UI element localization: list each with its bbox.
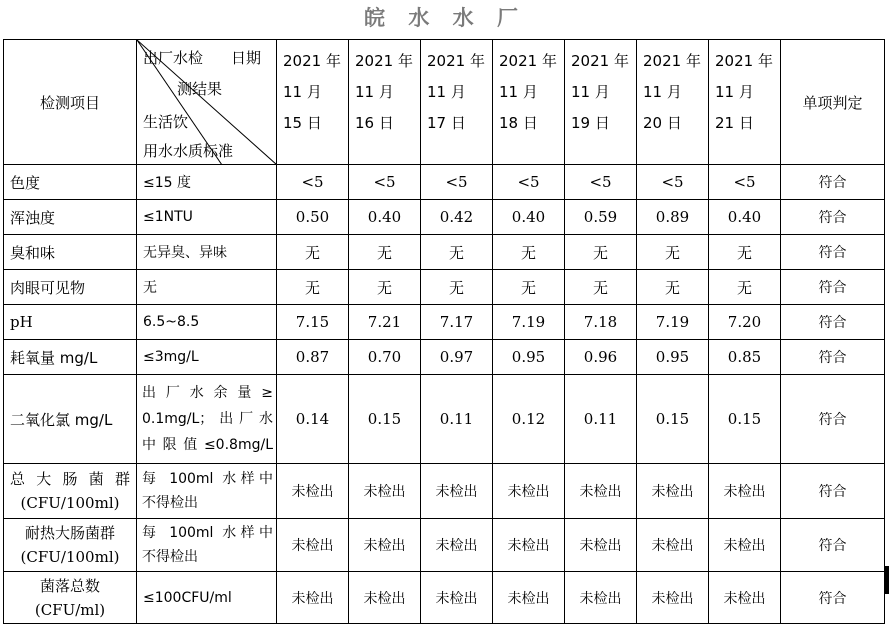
date-day: 20 日 bbox=[643, 114, 682, 132]
judgement-cell: 符合 bbox=[781, 375, 885, 464]
table-row bbox=[4, 572, 885, 624]
result-cell: 未检出 bbox=[709, 572, 781, 624]
judgement-cell: 符合 bbox=[781, 235, 885, 270]
result-cell: 0.95 bbox=[637, 340, 709, 375]
item-unit-line: (CFU/100ml) bbox=[20, 494, 120, 512]
date-header bbox=[709, 40, 781, 165]
standard-value: 无 bbox=[137, 270, 277, 305]
standard-line: 不得检出 bbox=[142, 549, 198, 565]
result-cell: 0.42 bbox=[421, 200, 493, 235]
diagonal-header-cell bbox=[137, 40, 277, 165]
result-cell: 0.89 bbox=[637, 200, 709, 235]
table-row bbox=[4, 200, 885, 235]
item-unit-line: (CFU/100ml) bbox=[20, 548, 120, 566]
date-header bbox=[277, 40, 349, 165]
diag-top-right-label: 日期 bbox=[231, 49, 262, 67]
result-cell: 0.14 bbox=[277, 375, 349, 464]
diag-bottom-label-1: 生活饮 bbox=[143, 113, 189, 131]
date-day: 19 日 bbox=[571, 114, 610, 132]
result-cell: 7.21 bbox=[349, 305, 421, 340]
item-name: 耗氧量 mg/L bbox=[4, 340, 137, 375]
result-cell: <5 bbox=[637, 165, 709, 200]
result-cell: 未检出 bbox=[421, 464, 493, 519]
item-name: 肉眼可见物 bbox=[4, 270, 137, 305]
result-cell: 0.15 bbox=[709, 375, 781, 464]
result-cell: 未检出 bbox=[277, 464, 349, 519]
item-name bbox=[4, 519, 137, 572]
document-title: 皖 水 水 厂 bbox=[364, 6, 526, 30]
item-name: 色度 bbox=[4, 165, 137, 200]
page-edge-mark bbox=[884, 566, 889, 594]
date-day: 18 日 bbox=[499, 114, 538, 132]
date-header bbox=[565, 40, 637, 165]
item-name-line: 菌落总数 bbox=[39, 576, 100, 595]
judgement-cell: 符合 bbox=[781, 270, 885, 305]
date-month: 11 月 bbox=[283, 83, 322, 101]
result-cell: 无 bbox=[709, 235, 781, 270]
item-name: 浑浊度 bbox=[4, 200, 137, 235]
table-row bbox=[4, 165, 885, 200]
standard-value bbox=[137, 464, 277, 519]
water-quality-table bbox=[3, 39, 885, 624]
result-cell: 7.19 bbox=[493, 305, 565, 340]
result-cell: 0.50 bbox=[277, 200, 349, 235]
result-cell: 0.95 bbox=[493, 340, 565, 375]
result-cell: 无 bbox=[421, 235, 493, 270]
item-name: 二氧化氯 mg/L bbox=[4, 375, 137, 464]
result-cell: 0.87 bbox=[277, 340, 349, 375]
date-year: 2021 年 bbox=[571, 52, 629, 70]
table-row bbox=[4, 464, 885, 519]
result-cell: 无 bbox=[277, 270, 349, 305]
result-cell: 0.12 bbox=[493, 375, 565, 464]
table-row bbox=[4, 340, 885, 375]
result-cell: 未检出 bbox=[493, 572, 565, 624]
standard-value bbox=[137, 519, 277, 572]
judgement-cell: 符合 bbox=[781, 165, 885, 200]
standard-value: ≤15 度 bbox=[137, 165, 277, 200]
judgement-cell: 符合 bbox=[781, 572, 885, 624]
standard-line: 出厂水余量≥ bbox=[142, 385, 273, 401]
standard-value bbox=[137, 375, 277, 464]
judgement-cell: 符合 bbox=[781, 200, 885, 235]
result-cell: 未检出 bbox=[565, 572, 637, 624]
standard-line: 不得检出 bbox=[142, 495, 198, 511]
result-cell: 0.40 bbox=[709, 200, 781, 235]
standard-line: 每 100ml 水样中 bbox=[142, 525, 273, 541]
date-month: 11 月 bbox=[499, 83, 538, 101]
standard-value: 无异臭、异味 bbox=[137, 235, 277, 270]
table-row bbox=[4, 519, 885, 572]
diag-middle-label: 测结果 bbox=[177, 80, 223, 98]
result-cell: 7.20 bbox=[709, 305, 781, 340]
standard-line: 中限值≤0.8mg/L bbox=[142, 437, 273, 453]
item-name: pH bbox=[4, 305, 137, 340]
standard-value: ≤1NTU bbox=[137, 200, 277, 235]
standard-line: 每 100ml 水样中 bbox=[142, 471, 273, 487]
result-cell: 0.85 bbox=[709, 340, 781, 375]
result-cell: 无 bbox=[565, 235, 637, 270]
result-cell: 7.15 bbox=[277, 305, 349, 340]
result-cell: <5 bbox=[709, 165, 781, 200]
date-month: 11 月 bbox=[427, 83, 466, 101]
date-month: 11 月 bbox=[355, 83, 394, 101]
diag-bottom-label-2: 用水水质标准 bbox=[143, 142, 234, 160]
result-cell: 未检出 bbox=[277, 572, 349, 624]
item-header: 检测项目 bbox=[4, 40, 137, 165]
result-cell: 未检出 bbox=[493, 464, 565, 519]
result-cell: 未检出 bbox=[421, 572, 493, 624]
date-header bbox=[349, 40, 421, 165]
judgement-cell: 符合 bbox=[781, 340, 885, 375]
result-cell: 无 bbox=[493, 270, 565, 305]
diag-top-left-label: 出厂水检 bbox=[143, 49, 204, 67]
result-cell: 无 bbox=[565, 270, 637, 305]
result-cell: 未检出 bbox=[637, 464, 709, 519]
item-name bbox=[4, 572, 137, 624]
result-cell: <5 bbox=[277, 165, 349, 200]
result-cell: 未检出 bbox=[565, 464, 637, 519]
date-year: 2021 年 bbox=[643, 52, 701, 70]
table-row bbox=[4, 235, 885, 270]
date-header bbox=[637, 40, 709, 165]
item-name-line: 耐热大肠菌群 bbox=[24, 524, 115, 542]
result-cell: 0.59 bbox=[565, 200, 637, 235]
result-cell: <5 bbox=[421, 165, 493, 200]
result-cell: 无 bbox=[349, 235, 421, 270]
result-cell: 7.19 bbox=[637, 305, 709, 340]
item-name bbox=[4, 464, 137, 519]
result-cell: 无 bbox=[421, 270, 493, 305]
date-day: 21 日 bbox=[715, 114, 754, 132]
date-year: 2021 年 bbox=[499, 52, 557, 70]
result-cell: 未检出 bbox=[277, 519, 349, 572]
result-cell: 0.70 bbox=[349, 340, 421, 375]
result-cell: 无 bbox=[349, 270, 421, 305]
item-unit-line: (CFU/ml) bbox=[34, 600, 106, 619]
result-cell: 未检出 bbox=[349, 572, 421, 624]
date-year: 2021 年 bbox=[283, 52, 341, 70]
item-name-line: 总大肠菌群 bbox=[10, 470, 130, 488]
result-cell: 0.97 bbox=[421, 340, 493, 375]
date-day: 17 日 bbox=[427, 114, 466, 132]
result-cell: 7.18 bbox=[565, 305, 637, 340]
date-day: 15 日 bbox=[283, 114, 322, 132]
result-cell: 无 bbox=[637, 235, 709, 270]
header-row bbox=[4, 40, 885, 165]
result-cell: 未检出 bbox=[565, 519, 637, 572]
date-year: 2021 年 bbox=[355, 52, 413, 70]
date-month: 11 月 bbox=[571, 83, 610, 101]
date-header bbox=[493, 40, 565, 165]
result-cell: 未检出 bbox=[709, 464, 781, 519]
date-month: 11 月 bbox=[715, 83, 754, 101]
date-day: 16 日 bbox=[355, 114, 394, 132]
judgement-cell: 符合 bbox=[781, 519, 885, 572]
date-header bbox=[421, 40, 493, 165]
result-cell: 未检出 bbox=[637, 572, 709, 624]
judgement-header: 单项判定 bbox=[781, 40, 885, 165]
table-row bbox=[4, 375, 885, 464]
result-cell: 未检出 bbox=[637, 519, 709, 572]
result-cell: 未检出 bbox=[493, 519, 565, 572]
result-cell: <5 bbox=[349, 165, 421, 200]
result-cell: 未检出 bbox=[349, 519, 421, 572]
result-cell: 0.40 bbox=[493, 200, 565, 235]
result-cell: 0.40 bbox=[349, 200, 421, 235]
result-cell: 0.11 bbox=[421, 375, 493, 464]
date-year: 2021 年 bbox=[715, 52, 773, 70]
result-cell: 无 bbox=[709, 270, 781, 305]
table-row bbox=[4, 305, 885, 340]
result-cell: <5 bbox=[493, 165, 565, 200]
standard-value: 6.5~8.5 bbox=[137, 305, 277, 340]
result-cell: 0.11 bbox=[565, 375, 637, 464]
item-name: 臭和味 bbox=[4, 235, 137, 270]
result-cell: 0.15 bbox=[637, 375, 709, 464]
result-cell: 无 bbox=[637, 270, 709, 305]
judgement-cell: 符合 bbox=[781, 464, 885, 519]
result-cell: <5 bbox=[565, 165, 637, 200]
result-cell: 未检出 bbox=[709, 519, 781, 572]
result-cell: 无 bbox=[277, 235, 349, 270]
judgement-cell: 符合 bbox=[781, 305, 885, 340]
standard-value: ≤100CFU/ml bbox=[137, 572, 277, 624]
result-cell: 未检出 bbox=[421, 519, 493, 572]
result-cell: 无 bbox=[493, 235, 565, 270]
table-row bbox=[4, 270, 885, 305]
standard-line: 0.1mg/L；出厂水 bbox=[142, 411, 273, 427]
result-cell: 未检出 bbox=[349, 464, 421, 519]
result-cell: 7.17 bbox=[421, 305, 493, 340]
standard-value: ≤3mg/L bbox=[137, 340, 277, 375]
date-year: 2021 年 bbox=[427, 52, 485, 70]
date-month: 11 月 bbox=[643, 83, 682, 101]
result-cell: 0.96 bbox=[565, 340, 637, 375]
result-cell: 0.15 bbox=[349, 375, 421, 464]
